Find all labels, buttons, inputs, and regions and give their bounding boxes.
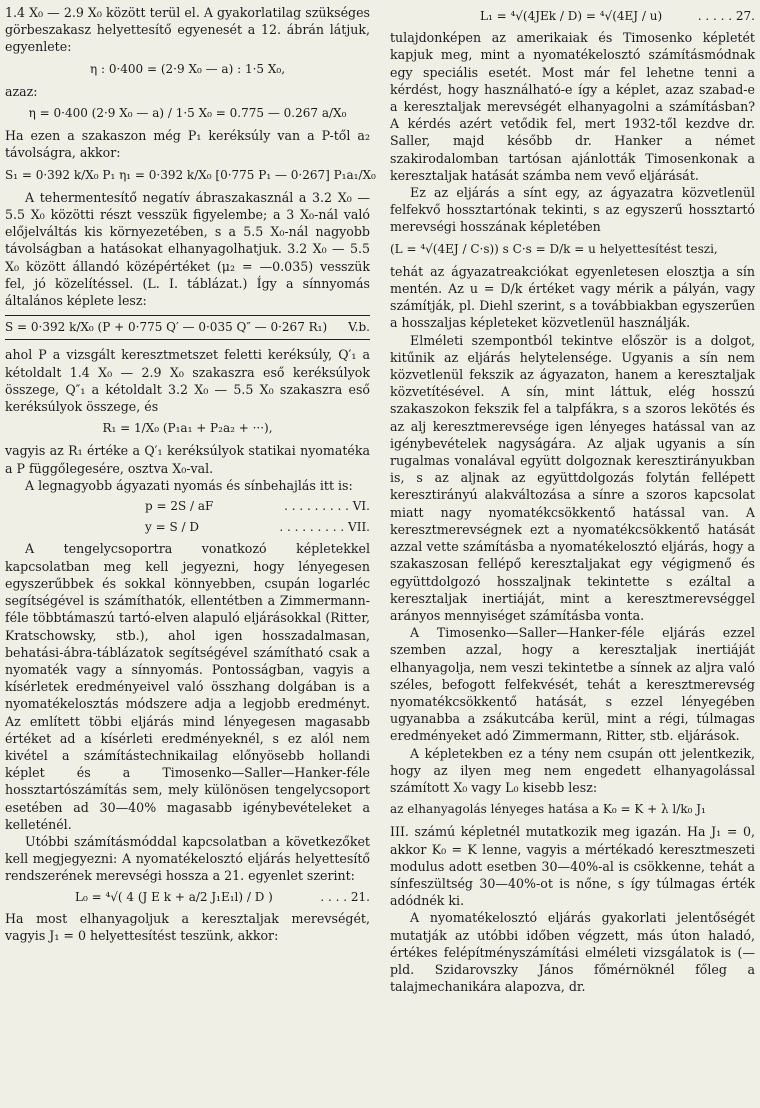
equation-eta-expanded: η = 0·400 (2·9 X₀ — a) / 1·5 X₀ = 0.775 — 0.267 a/X₀ bbox=[28, 106, 347, 121]
paragraph: tehát az ágyazatreakciókat egyenletesen elosztja a sín mentén. Az u = D/k értéket vagy mérik a pályán, vagy számítják, pl. Diehl szerint, s a továbbiakban egyszerűen a hosszaljas képleteket közvetlenül használják. bbox=[390, 263, 755, 331]
paragraph: A képletekben ez a tény nem csupán ott jelentkezik, hogy az ilyen meg nem engedett elhanyagolással számított X₀ vagy L₀ kisebb lesz: bbox=[390, 745, 755, 795]
equation-s1: S₁ = 0·392 k/X₀ P₁ η₁ = 0·392 k/X₀ [0·775 P₁ — 0·267] P₁a₁/X₀ bbox=[5, 167, 376, 182]
equation-eta: η : 0·400 = (2·9 X₀ — a) : 1·5 X₀, bbox=[89, 61, 286, 76]
equation-21-body: L₀ = ⁴√( 4 (J E k + a/2 J₁E₁l) / D ) bbox=[75, 889, 273, 904]
equation-vi-body: p = 2S / aF bbox=[145, 499, 214, 514]
paragraph: Utóbbi számításmóddal kapcsolatban a következőket kell megjegyezni: A nyomatékelosztó eljárás helyettesítő rendszerének merevségi hossza a 21. egyenlet szerint: bbox=[5, 833, 370, 884]
right-column bbox=[390, 4, 755, 995]
paragraph: A legnagyobb ágyazati nyomás és sínbehajlás itt is: bbox=[25, 477, 353, 493]
paragraph: 1.4 X₀ — 2.9 X₀ között terül el. A gyakorlatilag szükséges görbeszakasz helyettesítő egyenesét a 12. ábrán látjuk, egyenlete: bbox=[5, 5, 370, 55]
left-column bbox=[5, 4, 376, 944]
paragraph: A nyomatékelosztó eljárás gyakorlati jelentőségét mutatják az utóbbi időben végzett, más úton haladó, értékes felépítményszámítási elméleti vizsgálatok is (— pld. Szidarovszky János főmérnöknél főleg a talajmechanikára alapozva, dr. bbox=[390, 910, 755, 995]
paragraph: vagyis az R₁ értéke a Q′₁ keréksúlyok statikai nyomatéka a P függőlegesére, osztva X₀-val. bbox=[5, 443, 370, 476]
paragraph: A tehermentesítő negatív ábraszakasznál a 3.2 X₀ — 5.5 X₀ közötti részt vesszük figyelembe; a 3 X₀-nál való előjelváltás kis környezetében, s a 5.5 X₀-nál nagyobb távolságban a hatásokat elhanyagolhatjuk. 3.2 X₀ — 5.5 X₀ között állandó középértéket (μ₂ = —0.035) vesszük fel, jó közelítéssel. (L. I. táblázat.) Így a sínnyomás általános képlete lesz: bbox=[5, 189, 370, 309]
equation-27-number: . . . . . 27. bbox=[697, 9, 755, 23]
equation-vb bbox=[5, 315, 370, 340]
equation-21 bbox=[5, 889, 370, 906]
equation-vii bbox=[5, 519, 370, 536]
equation-vi-number: . . . . . . . . . VI. bbox=[284, 499, 370, 514]
equation-k0: az elhanyagolás lényeges hatása a K₀ = K + λ l/k₀ J₁ bbox=[390, 802, 706, 817]
equation-vb-body: S = 0·392 k/X₀ (P + 0·775 Q′ — 0·035 Q″ — 0·267 R₁) bbox=[5, 320, 328, 335]
paragraph: Ez az eljárás a sínt egy, az ágyazatra közvetlenül felfekvő hossztartónak tekinti, s az egyszerű hossztartó merevségi hosszának képletében bbox=[390, 185, 755, 235]
equation-27 bbox=[390, 8, 755, 25]
paragraph: Ha ezen a szakaszon még P₁ keréksúly van a P-től a₂ távolságra, akkor: bbox=[5, 128, 370, 161]
paragraph: ahol P a vizsgált keresztmetszet feletti keréksúly, Q′₁ a kétoldalt 1.4 X₀ — 2.9 X₀ szakaszra eső keréksúlyok összege, Q″₁ a kétoldalt 3.2 X₀ — 5.5 X₀ szakaszra eső keréksúlyok összege, és bbox=[5, 347, 370, 415]
paragraph: Elméleti szempontból tekintve először is a dolgot, kitűnik az eljárás helytelensége. Ugyanis a sín nem közvetlenül fekszik az ágyazaton, hanem a keresztaljak közvetítésével. A sín, mint láttuk, elég hosszú szakaszokon fekszik fel a talpfákra, s a szoros lekötés és az alj keresztmerevsége igen lényeges hatással van az igénybevételek nagyságára. Az aljak ugyanis a sín rugalmas vonalával együtt dolgoznak keresztirányukban is, s az aljnak az együttdolgozás folytán fellépett keresztirányú alakváltozása a sínre a szoros kapcsolat miatt nagy nyomatékcsökkentő hatással van. A keresztmerevségnek ezt a nyomatékcsökkentő hatását azzal vette számításba a nyomatékelosztó eljárás, hogy a szakaszosan fellépő keresztaljakat egy végigmenő és együttdolgozó hosszaljnak tekintette s ezáltal a keresztaljak inertiáját, mint a keresztmerevséggel arányos mennyiséget számításba vonta. bbox=[390, 332, 755, 623]
equation-27-body: L₁ = ⁴√(4JEk / D) = ⁴√(4EJ / u) bbox=[480, 9, 663, 23]
paragraph: A Timosenko—Saller—Hanker-féle eljárás ezzel szemben azzal, hogy a keresztaljak inertiáját elhanyagolja, nem veszi tekintetbe a sínnek az aljra való széles, befogott felfekvését, tehát a keresztmerevség nyomatékcsökkentő hatását, s ezzel lényegében ugyanabba a zsákutcába kerül, mint a régi, túlmagas eredményeket adó Zimmermann, Ritter, stb. eljárások. bbox=[390, 625, 755, 744]
paragraph: Ha most elhanyagoljuk a keresztaljak merevségét, vagyis J₁ = 0 helyettesítést teszünk, akkor: bbox=[5, 910, 370, 943]
equation-21-number: . . . . 21. bbox=[320, 889, 370, 904]
paragraph: A tengelycsoportra vonatkozó képletekkel kapcsolatban meg kell jegyezni, hogy lényegesen egyszerűbbek és sokkal könnyebben, csupán logarléc segítségével is számíthatók, ellentétben a Zimmermann-féle többtámaszú tartó-elven alapuló eljárásokkal (Ritter, Kratschowsky, stb.), ahol igen hosszadalmasan, behatási-ábra-táblázatok segítségével számítható csak a nyomaték vagy a sínnyomás. Pontosságban, vagyis a kísérletek eredményeivel való összhang dolgában is a nyomatékelosztás módszere adja a legjobb eredményt. Az említett többi eljárás mind lényegesen magasabb értéket ad a kísérleti eredményeknél, s ez alól nem kivétel a számítástechnikailag előnyösebb hollandi képlet és a Timosenko—Saller—Hanker-féle hossztartószámítás sem, mely különösen tengelycsoport esetében ad 30—40% magasabb igénybevételeket a kelleténél. bbox=[5, 541, 370, 832]
equation-vi bbox=[5, 498, 370, 515]
label-azaz: azaz: bbox=[5, 83, 38, 99]
equation-vii-number: . . . . . . . . . VII. bbox=[279, 520, 370, 535]
equation-r1: R₁ = 1/X₀ (P₁a₁ + P₂a₂ + ···), bbox=[102, 421, 273, 436]
paragraph: III. számú képletnél mutatkozik meg igazán. Ha J₁ = 0, akkor K₀ = K lenne, vagyis a mértékadó keresztmeszeti modulus adott esetben 30—40%-al is csökkenne, tehát a sínfeszültség 30—40%-ot is nőne, s így túlmagas érték adódnék ki. bbox=[390, 824, 755, 909]
equation-vii-body: y = S / D bbox=[145, 520, 199, 535]
paragraph: tulajdonképen az amerikaiak és Timosenko képletét kapjuk meg, mint a nyomatékelosztó számításmódnak egy speciális esetét. Most már fel lehetne tenni a kérdést, hogy használható-e így a képlet, azaz szabad-e a keresztaljak merevségét elhanyagolni a számításban? A kérdés azért vetődik fel, mert 1932-től kezdve dr. Saller, majd később dr. Hanker a német szakirodalomban tartósan ajánlották Timosenkonak a keresztaljak hatását számba nem vevő eljárását. bbox=[390, 30, 755, 183]
equation-vb-number: V.b. bbox=[348, 320, 370, 335]
equation-inline-l: (L = ⁴√(4EJ / C·s)) s C·s = D/k = u helyettesítést teszi, bbox=[390, 241, 718, 256]
